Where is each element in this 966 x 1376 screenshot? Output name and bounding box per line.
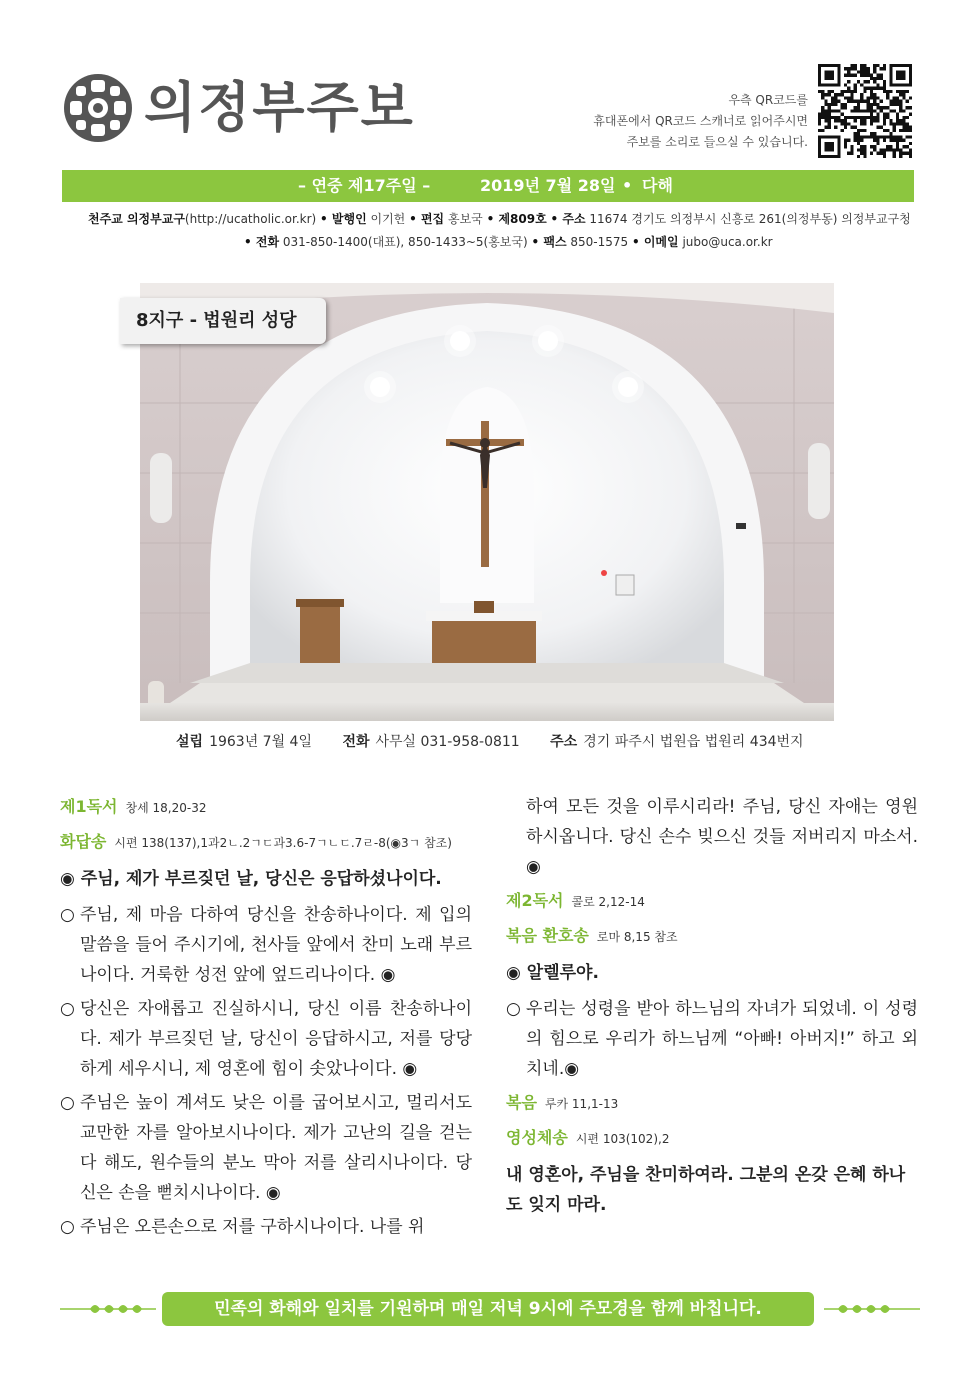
prayer-banner: 민족의 화해와 일치를 기원하며 매일 저녁 9시에 주모경을 함께 바칩니다. bbox=[162, 1292, 814, 1326]
bulletin-title: 의정부주보 bbox=[144, 76, 415, 139]
info-value: 홍보국 bbox=[447, 212, 483, 226]
address-value: 경기 파주시 법원읍 법원리 434번지 bbox=[583, 734, 804, 750]
vine-ornament-icon bbox=[60, 1298, 156, 1320]
gospel-acclamation-heading bbox=[506, 923, 918, 950]
response-mark: ◉ bbox=[506, 963, 521, 983]
verse-mark: ○ bbox=[60, 1093, 75, 1113]
info-key: • 발행인 bbox=[320, 212, 367, 226]
response-text: 알렐루야. bbox=[526, 963, 599, 983]
issue-number: • 제809호 bbox=[486, 212, 547, 226]
psalm-verse bbox=[60, 994, 472, 1084]
heading-name: 제1독서 bbox=[60, 797, 118, 816]
gospel-heading bbox=[506, 1090, 918, 1117]
liturgical-year: 다해 bbox=[642, 176, 673, 195]
verse-mark: ○ bbox=[506, 999, 521, 1019]
email-link[interactable]: jubo@uca.or.kr bbox=[682, 235, 773, 249]
diocese-logo-icon bbox=[62, 72, 134, 144]
heading-name: 복음 환호송 bbox=[506, 926, 589, 945]
readings-left-column bbox=[60, 792, 472, 1246]
fax-value: 850-1575 bbox=[570, 235, 629, 249]
info-key: • 편집 bbox=[409, 212, 445, 226]
psalm-response bbox=[60, 864, 472, 894]
parish-label: 8지구 - 법원리 성당 bbox=[120, 298, 326, 344]
heading-ref: 로마 8,15 참조 bbox=[596, 930, 678, 944]
church-altar-photo bbox=[140, 283, 834, 721]
info-key: • 주소 bbox=[550, 212, 586, 226]
phone-value: 031-850-1400(대표), 850-1433~5(홍보국) bbox=[282, 235, 528, 249]
verse-mark: ○ bbox=[60, 1217, 75, 1237]
second-reading-heading bbox=[506, 888, 918, 915]
psalm-heading bbox=[60, 829, 472, 856]
heading-ref: 창세 18,20-32 bbox=[125, 801, 207, 815]
psalm-verse bbox=[60, 1212, 472, 1242]
heading-name: 화답송 bbox=[60, 832, 107, 851]
date-bullet: • bbox=[622, 176, 633, 195]
qr-note-line: 주보를 소리로 들으실 수 있습니다. bbox=[626, 135, 808, 149]
phone-value: 사무실 031-958-0811 bbox=[375, 734, 520, 750]
heading-ref: 루카 11,1-13 bbox=[544, 1097, 619, 1111]
address-label: 주소 bbox=[550, 734, 578, 750]
communion-antiphon: 내 영혼아, 주님을 찬미하여라. 그분의 온갖 은혜 하나도 잊지 마라. bbox=[506, 1165, 906, 1215]
response-text: 주님, 제가 부르짖던 날, 당신은 응답하셨나이다. bbox=[80, 869, 442, 889]
bulletin-date: 2019년 7월 28일 bbox=[480, 176, 616, 195]
info-value: 11674 경기도 의정부시 신흥로 261(의정부동) 의정부교구청 bbox=[589, 212, 911, 226]
readings-right-column bbox=[506, 792, 918, 1220]
info-value: 이기헌 bbox=[370, 212, 406, 226]
heading-ref: 콜로 2,12-14 bbox=[571, 895, 645, 909]
alleluia-response bbox=[506, 958, 918, 988]
qr-note-line: 우측 QR코드를 bbox=[728, 93, 808, 107]
communion-heading bbox=[506, 1125, 918, 1152]
acclamation-verse bbox=[506, 994, 918, 1084]
verse-text: 당신은 자애롭고 진실하시니, 당신 이름 찬송하나이다. 제가 부르짖던 날, 당신이 응답하시고, 저를 당당하게 세우시니, 제 영혼에 힘이 솟았나이다. ◉ bbox=[80, 999, 472, 1079]
psalm-verse-continuation: 하여 모든 것을 이루시리라! 주님, 당신 자애는 영원하시옵니다. 당신 손수 빚으신 것들 저버리지 마소서. ◉ bbox=[526, 797, 918, 877]
liturgical-season: – 연중 제17주일 – bbox=[298, 176, 431, 195]
verse-mark: ○ bbox=[60, 999, 75, 1019]
verse-text: 우리는 성령을 받아 하느님의 자녀가 되었네. 이 성령의 힘으로 우리가 하느님께 “아빠! 아버지!” 하고 외치네.◉ bbox=[526, 999, 918, 1079]
phone-label: 전화 bbox=[342, 734, 370, 750]
heading-name: 제2독서 bbox=[506, 891, 564, 910]
heading-name: 복음 bbox=[506, 1093, 537, 1112]
first-reading-heading bbox=[60, 794, 472, 821]
qr-note bbox=[508, 90, 808, 153]
heading-ref: 시편 138(137),1과2ㄴ.2ㄱㄷ과3.6-7ㄱㄴㄷ.7ㄹ-8(◉3ㄱ 참조) bbox=[114, 836, 452, 850]
verse-mark: ○ bbox=[60, 905, 75, 925]
response-mark: ◉ bbox=[60, 869, 75, 889]
info-key: • 이메일 bbox=[631, 235, 679, 249]
info-key: 천주교 의정부교구 bbox=[88, 212, 185, 226]
verse-text: 주님은 높이 계셔도 낮은 이를 굽어보시고, 멀리서도 교만한 자를 알아보시나이다. 제가 고난의 길을 걷는다 해도, 원수들의 분노 막아 저를 살리시나이다. 당신은 손을 뻗치시나이다. ◉ bbox=[80, 1093, 472, 1203]
psalm-verse bbox=[60, 900, 472, 990]
heading-ref: 시편 103(102),2 bbox=[575, 1132, 670, 1146]
qr-note-line: 휴대폰에서 QR코드 스캐너로 읽어주시면 bbox=[593, 114, 808, 128]
qr-code-icon[interactable] bbox=[818, 64, 912, 158]
parish-caption bbox=[176, 732, 830, 752]
website-link[interactable]: (http://ucatholic.or.kr) bbox=[184, 212, 317, 226]
info-key: • 팩스 bbox=[531, 235, 567, 249]
publisher-info-line-2 bbox=[244, 233, 773, 251]
info-key: • 전화 bbox=[244, 235, 280, 249]
publisher-info-line-1 bbox=[88, 210, 911, 228]
verse-text: 주님은 오른손으로 저를 구하시나이다. 나를 위 bbox=[80, 1217, 425, 1237]
founded-value: 1963년 7월 4일 bbox=[209, 734, 312, 750]
vine-ornament-icon bbox=[824, 1298, 920, 1320]
verse-text: 주님, 제 마음 다하여 당신을 찬송하나이다. 제 입의 말씀을 들어 주시기에, 천사들 앞에서 찬미 노래 부르나이다. 거룩한 성전 앞에 엎드리나이다. ◉ bbox=[80, 905, 472, 985]
founded-label: 설립 bbox=[176, 734, 204, 750]
psalm-verse bbox=[60, 1088, 472, 1208]
heading-name: 영성체송 bbox=[506, 1128, 568, 1147]
date-bar bbox=[62, 170, 914, 202]
